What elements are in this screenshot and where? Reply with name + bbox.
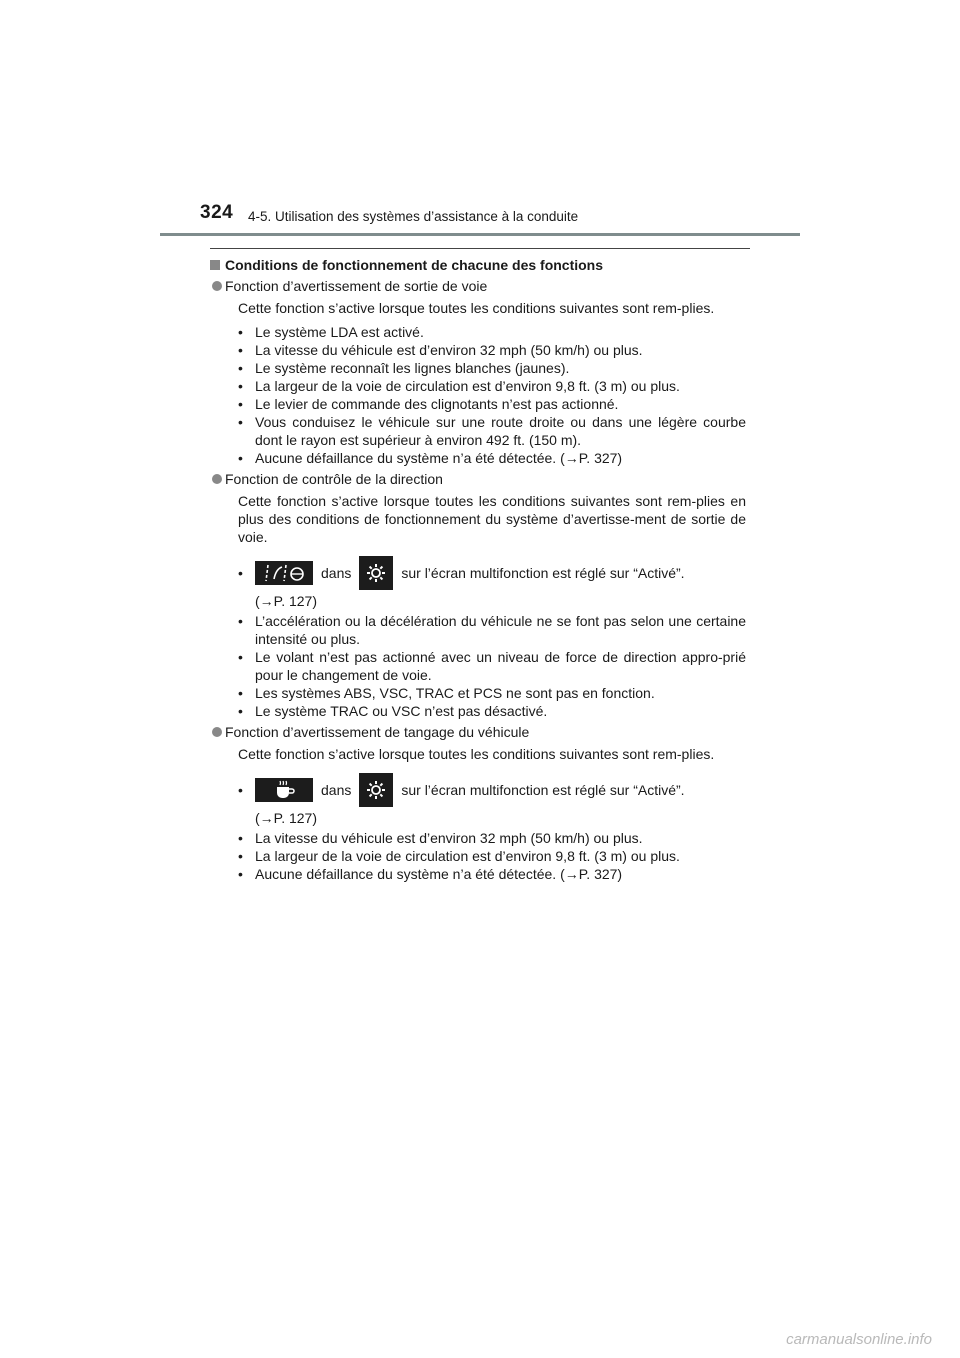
setting-text: sur l’écran multifonction est réglé sur “Activé”. bbox=[401, 782, 685, 798]
circle-bullet-icon bbox=[212, 474, 222, 484]
gear-icon bbox=[359, 773, 393, 807]
page-reference: (→P. 127) bbox=[255, 593, 317, 609]
list-item: • Le volant n’est pas actionné avec un niveau de force de direction appro-prié pour le changement de voie. bbox=[238, 648, 746, 684]
function-title: Fonction d’avertissement de tangage du véhicule bbox=[210, 723, 746, 741]
circle-bullet-icon bbox=[212, 281, 222, 291]
list-item: • Aucune défaillance du système n’a été détectée. (→P. 327) bbox=[238, 865, 746, 883]
list-item: • La largeur de la voie de circulation est d’environ 9,8 ft. (3 m) ou plus. bbox=[238, 377, 746, 395]
coffee-cup-icon bbox=[255, 778, 313, 802]
condition-list bbox=[238, 323, 746, 467]
header-rule bbox=[160, 233, 800, 236]
page-reference: (→P. 127) bbox=[255, 810, 317, 826]
function-intro: Cette fonction s’active lorsque toutes les conditions suivantes sont rem-plies. bbox=[238, 300, 715, 316]
page-content bbox=[210, 256, 746, 883]
setting-line: • dans sur l’écran multifonction est réglé sur “Activé”. bbox=[238, 556, 746, 590]
section-heading-text: Conditions de fonctionnement de chacune des fonctions bbox=[225, 257, 604, 273]
section-heading bbox=[210, 256, 746, 274]
setting-line: • dans sur l’écran multifonction est réglé sur “Activé”. bbox=[238, 773, 746, 807]
circle-bullet-icon bbox=[212, 727, 222, 737]
list-item: • La vitesse du véhicule est d’environ 32 mph (50 km/h) ou plus. bbox=[238, 341, 746, 359]
page-number: 324 bbox=[200, 202, 234, 223]
function-intro: Cette fonction s’active lorsque toutes les conditions suivantes sont rem-plies en plus des conditions de fonctionnement du système d’avertisse-ment de sortie de voie. bbox=[238, 493, 746, 545]
list-item: • Le système LDA est activé. bbox=[238, 323, 746, 341]
condition-list bbox=[238, 829, 746, 883]
watermark: carmanualsonline.info bbox=[786, 1331, 932, 1348]
list-item: • Aucune défaillance du système n’a été détectée. (→P. 327) bbox=[238, 449, 746, 467]
list-item: • Le système reconnaît les lignes blanches (jaunes). bbox=[238, 359, 746, 377]
dans-label: dans bbox=[321, 782, 352, 798]
setting-text: sur l’écran multifonction est réglé sur “Activé”. bbox=[401, 565, 685, 581]
list-item: • Le système TRAC ou VSC n’est pas désactivé. bbox=[238, 702, 746, 720]
square-bullet-icon bbox=[210, 260, 220, 270]
list-item: • La largeur de la voie de circulation est d’environ 9,8 ft. (3 m) ou plus. bbox=[238, 847, 746, 865]
function-intro: Cette fonction s’active lorsque toutes les conditions suivantes sont rem-plies. bbox=[238, 746, 715, 762]
section-title: 4-5. Utilisation des systèmes d’assistance à la conduite bbox=[248, 209, 579, 224]
condition-list bbox=[238, 612, 746, 720]
list-item: • L’accélération ou la décélération du véhicule ne se font pas selon une certaine intensité ou plus. bbox=[238, 612, 746, 648]
steering-assist-icon bbox=[255, 561, 313, 585]
dans-label: dans bbox=[321, 565, 352, 581]
list-item: • Le levier de commande des clignotants n’est pas actionné. bbox=[238, 395, 746, 413]
content-rule bbox=[210, 248, 750, 249]
gear-icon bbox=[359, 556, 393, 590]
list-item: • Les systèmes ABS, VSC, TRAC et PCS ne sont pas en fonction. bbox=[238, 684, 746, 702]
function-title: Fonction de contrôle de la direction bbox=[210, 470, 746, 488]
list-item: • La vitesse du véhicule est d’environ 32 mph (50 km/h) ou plus. bbox=[238, 829, 746, 847]
function-title: Fonction d’avertissement de sortie de voie bbox=[210, 277, 746, 295]
list-item: • Vous conduisez le véhicule sur une route droite ou dans une légère courbe dont le rayon est supérieur à environ 492 ft. (150 m). bbox=[238, 413, 746, 449]
